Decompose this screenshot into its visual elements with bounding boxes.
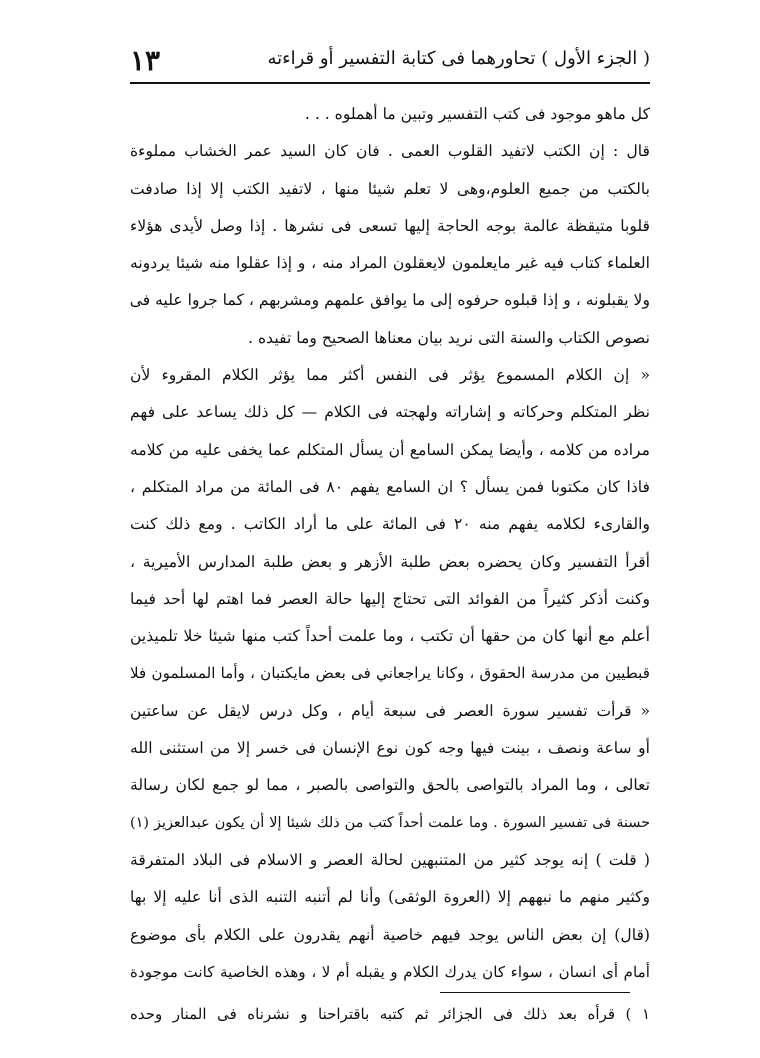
text-line: والقارىء لكلامه يفهم منه ٢٠ فى المائة على ما أراد الكاتب . ومع ذلك كنت: [130, 515, 650, 534]
text-line: أقرأ التفسير وكان يحضره بعض طلبة الأزهر و بعض طلبة المدارس الأميرية ،: [130, 552, 650, 571]
text-line: قلوبا متيقظة عالمة بوجه الحاجة إليها تسعى فى نشرها . إذا وصل لأيدى هؤلاء: [130, 216, 650, 235]
text-line: العلماء كتاب فيه غير مايعلمون لايعقلون المراد منه ، و إذا عقلوا منه شيئا يردونه: [130, 254, 650, 273]
text-line: مراده من كلامه ، وأيضا يمكن السامع أن يسأل المتكلم عما يخفى عليه من كلامه: [130, 440, 650, 459]
text-line: قبطيين من مدرسة الحقوق ، وكانا يراجعاني فى بعض مايكتبان ، وأما المسلمون فلا: [130, 664, 650, 683]
main-text: [130, 96, 650, 991]
text-line: كل ماهو موجود فى كتب التفسير وتبين ما أهملوه . . .: [304, 105, 650, 123]
text-line: نظر المتكلم وحركاته و إشاراته ولهجته فى الكلام — كل ذلك يساعد على فهم: [130, 403, 650, 422]
text-line: تعالى ، وما المراد بالتواصى بالحق والتواصى بالصبر ، مما لو جمع لكان رسالة: [130, 776, 650, 795]
text-line: حسنة فى تفسير السورة . وما علمت أحداً كتب من ذلك شيئا إلا أن يكون عبدالعزيز (١): [130, 814, 650, 831]
text-line: أمام أى انسان ، سواء كان يدرك الكلام و يقبله أم لا ، وهذه الخاصية كانت موجودة: [130, 962, 650, 981]
text-line: وكنت أذكر كثيراً من الفوائد التى تحتاج إليها حالة العصر فما اهتم لها أحد فيما: [130, 589, 650, 608]
text-line: أو ساعة ونصف ، بينت فيها وجه كون نوع الإنسان فى خسر إلا من استثنى الله: [130, 739, 650, 758]
text-line: قال : إن الكتب لاتفيد القلوب العمى . فان كان السيد عمر الخشاب مملوءة: [130, 142, 650, 161]
text-line: فاذا كان مكتوبا فمن يسأل ؟ ان السامع يفهم ٨٠ فى المائة من مراد المتكلم ،: [130, 477, 650, 496]
footnote-divider: [440, 992, 630, 993]
text-line: ( قلت ) إنه يوجد كثير من المتنبهين لحالة العصر و الاسلام فى البلاد المتفرقة: [130, 850, 650, 869]
text-line: (قال) إن بعض الناس يوجد فيهم خاصية أنهم يقدرون على الكلام بأى موضوع: [130, 925, 650, 944]
page-number: ١٣: [130, 44, 161, 77]
footnote: ١ ) قرأه بعد ذلك فى الجزائر ثم كتبه باقتراحنا و نشرناه فى المنار وحده: [130, 1005, 650, 1023]
text-line: نصوص الكتاب والسنة التى نريد بيان معناها الصحيح وما تفيده .: [248, 328, 650, 347]
page-header: [130, 42, 650, 84]
text-line: بالكتب من جميع العلوم،وهى لا تعلم شيئا منها ، لاتفيد الكتب إلا إذا صادفت: [130, 179, 650, 198]
text-line: ولا يقبلونه ، و إذا قبلوه حرفوه إلى ما يوافق علمهم ومشربهم ، كما جروا عليه فى: [130, 291, 650, 310]
text-line: « إن الكلام المسموع يؤثر فى النفس أكثر مما يؤثر الكلام المقروء لأن: [130, 366, 650, 385]
text-line: وكثير منهم ما نبههم إلا (العروة الوثقى) وأنا لم أتنبه التنبه الذى أنا عليه إلا بها: [130, 888, 650, 907]
text-line: « قرأت تفسير سورة العصر فى سبعة أيام ، وكل درس لايقل عن ساعتين: [130, 701, 650, 720]
text-line: أعلم مع أنها كان من حقها أن تكتب ، وما علمت أحداً كتب منها شيئا خلا تلميذين: [130, 627, 650, 646]
running-title: ( الجزء الأول ) تحاورهما فى كتابة التفسير أو قراءته: [267, 48, 650, 69]
